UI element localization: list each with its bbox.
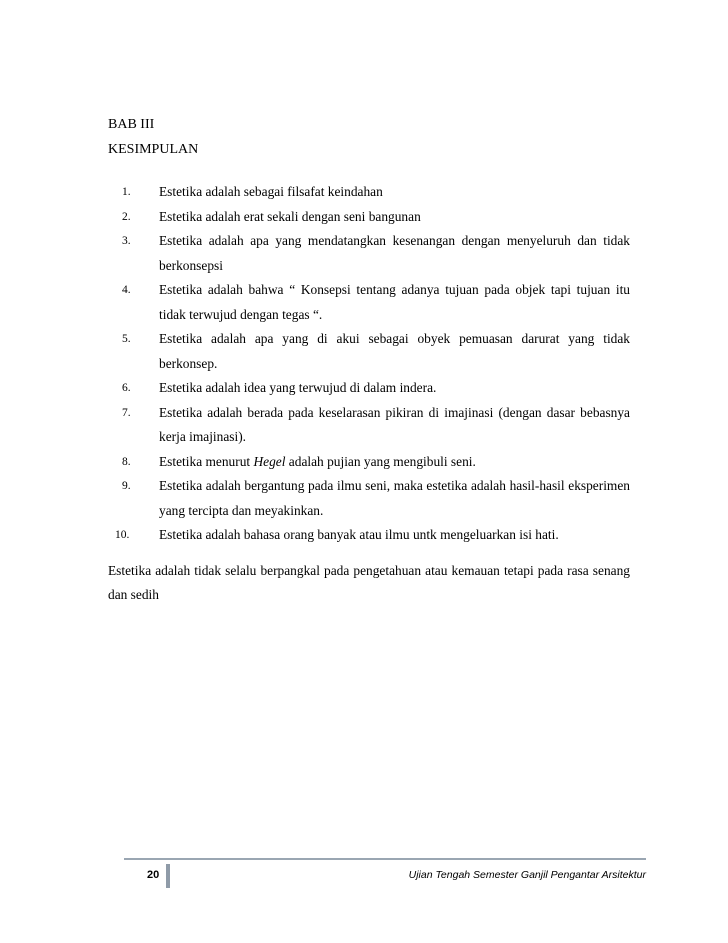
list-item	[108, 180, 630, 205]
section-title: KESIMPULAN	[108, 142, 199, 157]
list-number: 1.	[122, 186, 131, 198]
list-text: Estetika adalah apa yang mendatangkan kesenangan dengan menyeluruh dan tidak berkonsepsi	[159, 233, 630, 273]
list-text-after: adalah pujian yang mengibuli seni.	[285, 453, 476, 469]
list-item	[108, 205, 630, 230]
list-number: 2.	[122, 210, 131, 223]
list-text: Estetika adalah erat sekali dengan seni bangunan	[159, 208, 421, 224]
list-text: Estetika adalah bergantung pada ilmu seni, maka estetika adalah hasil-hasil eksperimen yang tercipta dan meyakinkan.	[159, 478, 630, 518]
footer-divider	[166, 864, 170, 888]
list-item	[108, 523, 630, 548]
list-text: Estetika adalah bahasa orang banyak atau ilmu untk mengeluarkan isi hati.	[159, 527, 559, 542]
list-item	[108, 229, 630, 278]
list-item	[108, 376, 630, 401]
list-item	[108, 474, 630, 523]
list-item	[108, 278, 630, 327]
list-item	[108, 327, 630, 376]
list-number: 7.	[122, 406, 131, 419]
emphasized-name: Hegel	[253, 453, 286, 469]
page-footer	[124, 858, 646, 890]
list-text: Estetika adalah sebagai filsafat keindahan	[159, 184, 383, 199]
list-item	[108, 450, 630, 475]
list-number: 8.	[122, 455, 131, 468]
list-number: 9.	[122, 480, 131, 492]
page-number: 20	[147, 869, 160, 881]
list-text: Estetika adalah idea yang terwujud di dalam indera.	[159, 380, 437, 395]
list-number: 10.	[115, 529, 130, 541]
list-item	[108, 401, 630, 450]
page-content	[108, 114, 630, 608]
conclusion-list	[108, 180, 630, 548]
chapter-heading: BAB III	[108, 117, 155, 132]
closing-paragraph: Estetika adalah tidak selalu berpangkal pada pengetahuan atau kemauan tetapi pada rasa senang dan sedih	[108, 562, 630, 602]
list-number: 4.	[122, 284, 131, 296]
list-number: 6.	[122, 382, 131, 394]
list-text: Estetika adalah bahwa “ Konsepsi tentang adanya tujuan pada objek tapi tujuan itu tidak terwujud dengan tegas “.	[159, 282, 630, 322]
list-text: Estetika adalah berada pada keselarasan pikiran di imajinasi (dengan dasar bebasnya kerja imajinasi).	[159, 404, 630, 444]
list-text: Estetika adalah apa yang di akui sebagai obyek pemuasan darurat yang tidak berkonsep.	[159, 331, 630, 371]
list-text-before: Estetika menurut	[159, 453, 254, 469]
list-number: 3.	[122, 235, 131, 247]
list-text	[159, 454, 476, 469]
footer-title: Ujian Tengah Semester Ganjil Pengantar Arsitektur	[408, 869, 646, 881]
list-number: 5.	[122, 333, 131, 345]
